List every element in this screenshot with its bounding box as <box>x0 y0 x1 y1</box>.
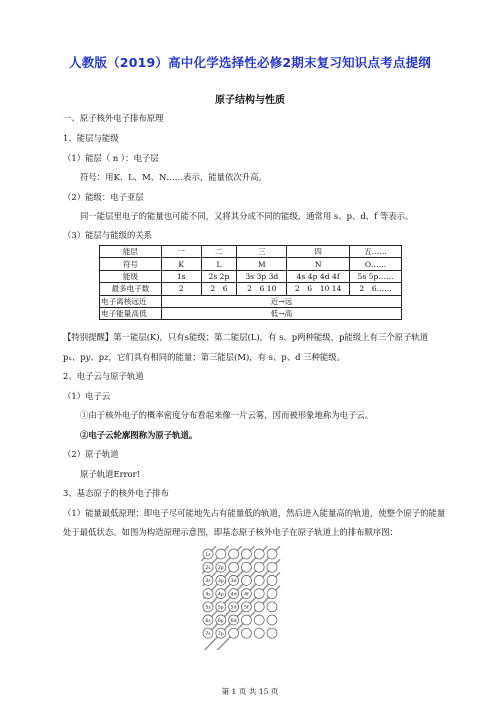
orbital-label: 2p <box>217 566 224 571</box>
table-cell: M <box>237 258 287 270</box>
orbital-label: 4s <box>205 592 211 598</box>
table-cell: 2 6 10 14 <box>287 283 350 295</box>
orbital-circle <box>254 589 264 599</box>
orbital-circle <box>254 615 264 625</box>
orbital-label: 5p <box>217 605 224 611</box>
table-row-header: 电子离核远近 <box>100 295 162 307</box>
orbital-circle <box>267 549 277 559</box>
paragraph: 同一能层里电子的能量也可能不同，又将其分成不同的能级，通常用 s、p、d、f 等表示。 <box>80 211 414 221</box>
orbital-circle <box>229 628 239 638</box>
table-cell: 近→远 <box>161 295 401 307</box>
table-cell: 4s 4p 4d 4f <box>287 270 350 282</box>
orbital-circle <box>267 628 277 638</box>
orbital-label: 6p <box>217 618 224 624</box>
table-row-header: 能层 <box>100 246 162 258</box>
aufbau-diagram <box>196 545 316 650</box>
orbital-label: 5s <box>205 605 211 611</box>
orbital-label: 7p <box>217 632 224 637</box>
paragraph-bold: ②电子云轮廓图称为原子轨道。 <box>80 430 198 440</box>
orbital-circle <box>241 549 251 559</box>
orbital-circle <box>254 602 264 612</box>
orbital-label: 1s <box>205 552 211 558</box>
table-cell: 二 <box>201 246 237 258</box>
table-cell: 2 6…… <box>350 283 402 295</box>
table-cell: L <box>201 258 237 270</box>
table-cell: O…… <box>350 258 402 270</box>
orbital-label: 4f <box>244 592 249 598</box>
table-cell: 2s 2p <box>201 270 237 282</box>
orbital-label: 2s <box>205 566 211 571</box>
paragraph: 3、基态原子的核外电子排布 <box>63 488 169 498</box>
diagram-circles <box>203 549 277 638</box>
section-title: 原子结构与性质 <box>215 95 285 106</box>
paragraph: 1、能层与能级 <box>63 133 119 143</box>
paragraph: （1）电子云 <box>63 391 111 401</box>
table-row-header: 电子能量高低 <box>100 307 162 319</box>
orbital-label: 3s <box>205 579 211 585</box>
table-cell: 三 <box>237 246 287 258</box>
table-row-header: 最多电子数 <box>100 283 162 295</box>
orbital-circle <box>229 549 239 559</box>
orbital-circle <box>254 549 264 559</box>
table-row <box>100 270 402 282</box>
paragraph: 2、电子云与原子轨道 <box>63 371 144 381</box>
table-cell: 1s <box>161 270 201 282</box>
orbital-circle <box>267 602 277 612</box>
orbital-label: 6s <box>205 618 211 624</box>
paragraph: 原子轨道Error! <box>80 469 141 479</box>
paragraph: pₓ、p𝑦、p𝑧，它们具有相同的能量；第三能层(M)，有 s、p、d 三种能级。 <box>63 352 345 362</box>
orbital-circle <box>267 589 277 599</box>
table-row-header: 符号 <box>100 258 162 270</box>
paragraph: 处于最低状态。如图为构造原理示意图，即基态原子核外电子在原子轨道上的排布顺序图： <box>63 527 398 537</box>
orbital-circle <box>216 549 226 559</box>
table-cell: 5s 5p…… <box>350 270 402 282</box>
paragraph: （2）能级：电子亚层 <box>63 192 144 202</box>
table-row-header: 能级 <box>100 270 162 282</box>
orbital-label: 3d <box>230 579 237 585</box>
table-row <box>100 246 402 258</box>
paragraph: （3）能层与能级的关系 <box>63 230 153 240</box>
orbital-label: 4d <box>230 592 237 598</box>
orbital-circle <box>254 575 264 585</box>
table-cell: 2 <box>161 283 201 295</box>
table-cell: 低→高 <box>161 307 401 319</box>
table-cell: 2 6 <box>201 283 237 295</box>
paragraph: ①由于核外电子的概率密度分布看起来像一片云雾，因而被形象地称为电子云。 <box>80 410 374 420</box>
table-cell: 3s 3p 3d <box>237 270 287 282</box>
orbital-circle <box>267 575 277 585</box>
paragraph-tip: 【特别提醒】第一能层(K)，只有s能级；第二能层(L)，有 s、p两种能级，p能级上有三个原子轨道 <box>63 332 429 342</box>
table-row <box>100 258 402 270</box>
orbital-label: 6d <box>230 618 237 624</box>
table-row <box>100 307 402 319</box>
orbital-circle <box>241 575 251 585</box>
orbital-circle <box>267 615 277 625</box>
table-row <box>100 283 402 295</box>
orbital-label: 7s <box>205 632 211 637</box>
paragraph: （1）能层（ n ）：电子层 <box>63 153 159 163</box>
orbital-circle <box>254 562 264 572</box>
orbital-label: 5f <box>244 605 249 611</box>
orbital-label: 5d <box>230 605 237 611</box>
paragraph: 符号：用K、L、M、N……表示，能量依次升高。 <box>80 172 267 182</box>
table-cell: 2 6 10 <box>237 283 287 295</box>
table-cell: 四 <box>287 246 350 258</box>
orbital-circle <box>241 615 251 625</box>
table-cell: K <box>161 258 201 270</box>
table-cell: 五…… <box>350 246 402 258</box>
orbital-label: 3p <box>217 579 224 585</box>
orbital-circle <box>229 562 239 572</box>
orbital-circle <box>254 628 264 638</box>
paragraph: （1）能量最低原理：即电子尽可能地先占有能量低的轨道，然后进入能量高的轨道，使整个原子的能量 <box>63 508 446 518</box>
table-row <box>100 295 402 307</box>
orbital-circle <box>241 562 251 572</box>
table-cell: 一 <box>161 246 201 258</box>
orbital-label: 4p <box>217 592 224 598</box>
paragraph: （2）原子轨道 <box>63 449 119 459</box>
table-body <box>100 246 402 320</box>
orbital-circle <box>267 562 277 572</box>
orbital-circle <box>241 628 251 638</box>
paragraph: 一、原子核外电子排布原理 <box>63 113 164 123</box>
table-cell: N <box>287 258 350 270</box>
document-title: 人教版（2019）高中化学选择性必修2期末复习知识点考点提纲 <box>69 55 431 70</box>
page-footer: 第 1 页 共 15 页 <box>221 687 279 696</box>
energy-level-table <box>99 245 402 320</box>
